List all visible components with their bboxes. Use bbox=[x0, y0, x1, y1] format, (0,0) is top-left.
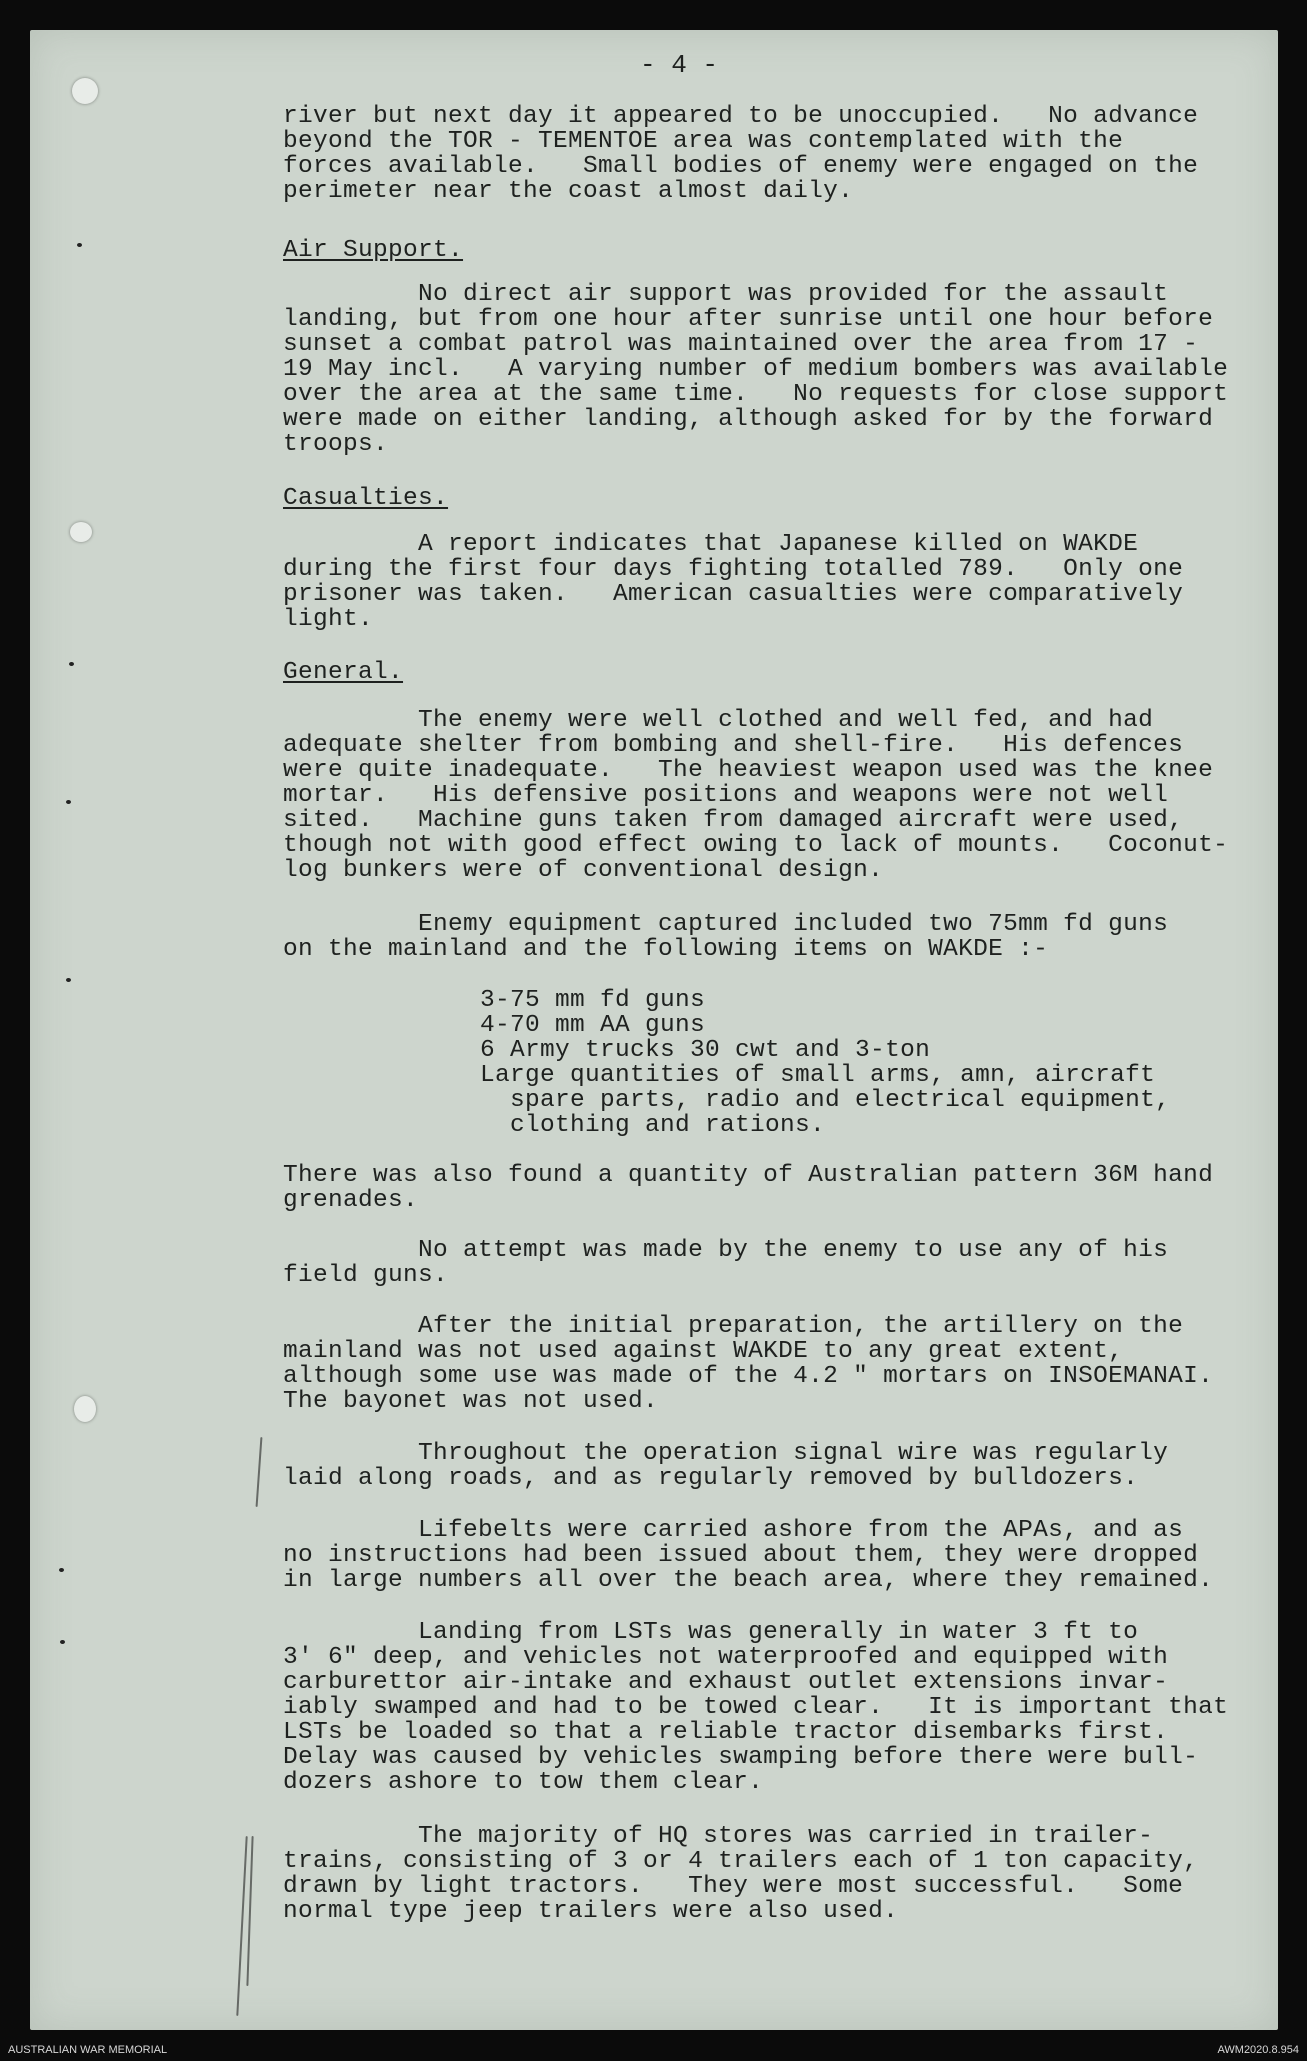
text-line: on the mainland and the following items on WAKDE :- bbox=[283, 936, 1049, 963]
footer-left: AUSTRALIAN WAR MEMORIAL bbox=[8, 2044, 168, 2056]
binding-mark bbox=[60, 1640, 65, 1644]
page-number: - 4 - bbox=[640, 50, 719, 80]
text-line: troops. bbox=[283, 431, 389, 458]
general-paragraph-3 bbox=[283, 1163, 1213, 1213]
punch-hole bbox=[70, 522, 92, 542]
text-line: The enemy were well clothed and well fed, and had bbox=[283, 707, 1154, 734]
text-line: though not with good effect owing to lack of mounts. Coconut- bbox=[283, 832, 1229, 859]
text-line: during the first four days fighting totalled 789. Only one bbox=[283, 556, 1184, 583]
text-line: although some use was made of the 4.2 " mortars on INSOEMANAI. bbox=[283, 1363, 1214, 1390]
text-line: carburettor air-intake and exhaust outlet extensions invar- bbox=[283, 1669, 1169, 1696]
binding-mark bbox=[69, 662, 74, 666]
general-paragraph-1 bbox=[283, 708, 1228, 883]
text-line: in large numbers all over the beach area, where they remained. bbox=[283, 1567, 1214, 1594]
footer-right: AWM2020.8.954 bbox=[1217, 2044, 1299, 2056]
text-line: The majority of HQ stores was carried in trailer- bbox=[283, 1823, 1154, 1850]
text-line: The bayonet was not used. bbox=[283, 1388, 659, 1415]
text-line: beyond the TOR - TEMENTOE area was contemplated with the bbox=[283, 128, 1124, 155]
text-line: clothing and rations. bbox=[480, 1112, 826, 1139]
text-line: Lifebelts were carried ashore from the APAs, and as bbox=[283, 1517, 1184, 1544]
text-line: No attempt was made by the enemy to use any of his bbox=[283, 1237, 1169, 1264]
text-line: prisoner was taken. American casualties were comparatively bbox=[283, 581, 1184, 608]
binding-mark bbox=[66, 800, 71, 804]
section-heading: Casualties. bbox=[283, 485, 449, 512]
general-paragraph-8 bbox=[283, 1620, 1228, 1795]
text-line: Large quantities of small arms, amn, aircraft bbox=[480, 1062, 1156, 1089]
text-line: perimeter near the coast almost daily. bbox=[283, 178, 854, 205]
text-line: laid along roads, and as regularly removed by bulldozers. bbox=[283, 1465, 1139, 1492]
text-line: No direct air support was provided for the assault bbox=[283, 281, 1169, 308]
text-line: Landing from LSTs was generally in water 3 ft to bbox=[283, 1619, 1139, 1646]
text-line: trains, consisting of 3 or 4 trailers each of 1 ton capacity, bbox=[283, 1848, 1199, 1875]
text-line: adequate shelter from bombing and shell-fire. His defences bbox=[283, 732, 1184, 759]
text-line: iably swamped and had to be towed clear. It is important that bbox=[283, 1694, 1229, 1721]
section-heading: Air Support. bbox=[283, 237, 464, 264]
air-support-paragraph bbox=[283, 282, 1228, 457]
punch-hole bbox=[72, 78, 98, 104]
text-line: normal type jeep trailers were also used. bbox=[283, 1898, 899, 1925]
text-line: 6 Army trucks 30 cwt and 3-ton bbox=[480, 1037, 931, 1064]
general-paragraph-5 bbox=[283, 1314, 1213, 1414]
text-line: 4-70 mm AA guns bbox=[480, 1012, 706, 1039]
air-support-heading bbox=[283, 238, 463, 263]
text-line: were made on either landing, although asked for by the forward bbox=[283, 406, 1214, 433]
text-line: mortar. His defensive positions and weapons were not well bbox=[283, 782, 1169, 809]
text-line: 3' 6" deep, and vehicles not waterproofed and equipped with bbox=[283, 1644, 1169, 1671]
text-line: sunset a combat patrol was maintained over the area from 17 - bbox=[283, 331, 1199, 358]
text-line: log bunkers were of conventional design. bbox=[283, 857, 884, 884]
intro-paragraph bbox=[283, 104, 1198, 204]
binding-mark bbox=[66, 978, 71, 982]
text-line: Throughout the operation signal wire was regularly bbox=[283, 1440, 1169, 1467]
text-line: drawn by light tractors. They were most successful. Some bbox=[283, 1873, 1184, 1900]
text-line: LSTs be loaded so that a reliable tractor disembarks first. bbox=[283, 1719, 1169, 1746]
text-line: spare parts, radio and electrical equipment, bbox=[480, 1087, 1171, 1114]
section-heading: General. bbox=[283, 659, 404, 686]
text-line: over the area at the same time. No requests for close support bbox=[283, 381, 1229, 408]
text-line: A report indicates that Japanese killed on WAKDE bbox=[283, 531, 1139, 558]
general-paragraph-9 bbox=[283, 1824, 1198, 1924]
casualties-paragraph bbox=[283, 532, 1183, 632]
text-line: were quite inadequate. The heaviest weapon used was the knee bbox=[283, 757, 1214, 784]
text-line: mainland was not used against WAKDE to any great extent, bbox=[283, 1338, 1124, 1365]
general-heading bbox=[283, 660, 403, 685]
text-line: river but next day it appeared to be unoccupied. No advance bbox=[283, 103, 1199, 130]
text-line: dozers ashore to tow them clear. bbox=[283, 1769, 764, 1796]
text-line: landing, but from one hour after sunrise until one hour before bbox=[283, 306, 1214, 333]
casualties-heading bbox=[283, 486, 448, 511]
binding-mark bbox=[77, 243, 82, 247]
text-line: There was also found a quantity of Australian pattern 36M hand bbox=[283, 1162, 1214, 1189]
punch-hole bbox=[74, 1396, 96, 1422]
text-line: no instructions had been issued about them, they were dropped bbox=[283, 1542, 1199, 1569]
text-line: grenades. bbox=[283, 1187, 419, 1214]
text-line: light. bbox=[283, 606, 374, 633]
text-line: 3-75 mm fd guns bbox=[480, 987, 706, 1014]
binding-mark bbox=[59, 1568, 64, 1572]
captured-equipment-list bbox=[480, 988, 1170, 1138]
text-line: forces available. Small bodies of enemy were engaged on the bbox=[283, 153, 1199, 180]
text-line: sited. Machine guns taken from damaged aircraft were used, bbox=[283, 807, 1184, 834]
general-paragraph-2 bbox=[283, 912, 1168, 962]
text-line: 19 May incl. A varying number of medium bombers was available bbox=[283, 356, 1229, 383]
general-paragraph-7 bbox=[283, 1518, 1213, 1593]
text-line: Delay was caused by vehicles swamping before there were bull- bbox=[283, 1744, 1199, 1771]
text-line: field guns. bbox=[283, 1262, 449, 1289]
general-paragraph-6 bbox=[283, 1441, 1168, 1491]
general-paragraph-4 bbox=[283, 1238, 1168, 1288]
text-line: After the initial preparation, the artillery on the bbox=[283, 1313, 1184, 1340]
text-line: Enemy equipment captured included two 75mm fd guns bbox=[283, 911, 1169, 938]
